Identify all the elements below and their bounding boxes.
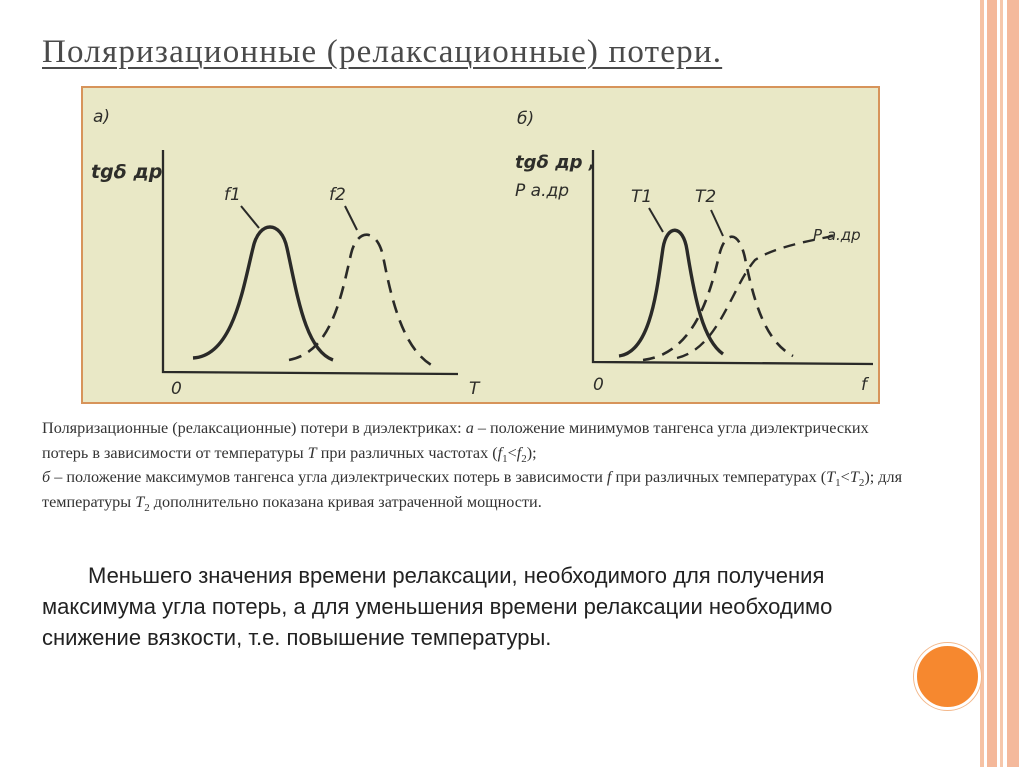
caption-b-sub2: 2 bbox=[858, 477, 865, 490]
panel-a-origin: 0 bbox=[171, 379, 182, 399]
panel-a-ylabel: tgδ др bbox=[91, 161, 163, 183]
caption-b-t2-sub: 2 bbox=[144, 501, 150, 514]
caption-b-sub1: 1 bbox=[835, 477, 841, 490]
caption-b-t3: T bbox=[135, 492, 145, 511]
orange-circle-decoration bbox=[914, 643, 981, 710]
panel-a-curve-f2 bbox=[289, 235, 433, 366]
figure-photo bbox=[81, 86, 880, 404]
caption-part-b bbox=[42, 465, 912, 514]
caption-part-a bbox=[42, 416, 912, 465]
caption-b-text3: ); для температуры bbox=[42, 468, 903, 511]
panel-a-curve-label-f1: f1 bbox=[224, 185, 241, 205]
body-text bbox=[42, 560, 902, 653]
caption-a-sub1: 1 bbox=[502, 452, 508, 465]
panel-b-curve-t1 bbox=[619, 230, 723, 356]
caption-a-f2: f bbox=[516, 443, 522, 462]
caption-b-letter: б bbox=[42, 468, 51, 486]
caption-a-lt: < bbox=[507, 443, 517, 462]
caption-a-f1: f bbox=[497, 443, 503, 462]
stripe-4 bbox=[1007, 0, 1019, 767]
caption-b-lt: < bbox=[840, 468, 850, 486]
panel-b-ylabel-line1: tgδ др , bbox=[515, 152, 596, 173]
caption-b-t1: T bbox=[826, 468, 836, 486]
caption-a-sub2: 2 bbox=[521, 452, 527, 465]
caption-b-t2: T bbox=[849, 468, 859, 486]
caption-b-text: – положение максимумов тангенса угла диэлектрических потерь в зависимости bbox=[50, 468, 607, 486]
caption-a-text2: при различных частотах ( bbox=[316, 443, 498, 462]
panel-b-leader-t1 bbox=[649, 208, 663, 232]
caption-b-text2: при различных температурах ( bbox=[611, 468, 827, 486]
panel-b-curve-label-power: P а.др bbox=[813, 226, 861, 244]
panel-b-axes bbox=[593, 150, 873, 364]
panel-a-curve-label-f2: f2 bbox=[329, 185, 346, 205]
stripe-3 bbox=[1000, 0, 1003, 767]
caption-b-var-f: f bbox=[606, 468, 612, 486]
decorative-stripes bbox=[978, 0, 1024, 767]
panel-b-origin: 0 bbox=[593, 375, 604, 395]
caption-a-var-t: T bbox=[307, 443, 317, 462]
caption-b-text4: дополнительно показана кривая затраченной мощности. bbox=[149, 492, 542, 511]
body-paragraph: Меньшего значения времени релаксации, необходимого для получения максимума угла потерь, а для уменьшения времени релаксации необходимо снижение вязкости, т.е. повышение температуры. bbox=[42, 563, 833, 650]
panel-b-label: б) bbox=[517, 109, 535, 129]
panel-a-curve-f1 bbox=[193, 227, 333, 360]
caption-a-letter: а bbox=[465, 419, 474, 437]
panel-a-label: a) bbox=[93, 107, 111, 127]
panel-a-leader-f1 bbox=[241, 206, 259, 228]
caption-a-text: – положение минимумов тангенса угла диэлектрических потерь в зависимости от температуры bbox=[42, 419, 869, 462]
stripe-1 bbox=[980, 0, 984, 767]
panel-b-x-axis-label: f bbox=[861, 375, 867, 395]
panel-a-axes bbox=[163, 150, 458, 374]
panel-b-curve-label-t1: T1 bbox=[631, 187, 653, 207]
panel-b-curve-label-t2: T2 bbox=[695, 187, 717, 207]
caption-a-close: ); bbox=[526, 443, 537, 462]
panel-b-curve-t2 bbox=[643, 237, 793, 360]
figure-drawing bbox=[83, 88, 880, 404]
panel-a-leader-f2 bbox=[345, 206, 357, 230]
panel-b-ylabel-line2: P а.др bbox=[515, 181, 570, 201]
panel-a-x-axis-label: T bbox=[469, 379, 480, 399]
stripe-2 bbox=[987, 0, 997, 767]
panel-b-leader-t2 bbox=[711, 210, 723, 236]
caption-a-lead: Поляризационные (релаксационные) потери в диэлектриках: bbox=[42, 419, 466, 437]
slide-title: Поляризационные (релаксационные) потери. bbox=[42, 34, 723, 70]
figure-caption bbox=[42, 416, 912, 514]
